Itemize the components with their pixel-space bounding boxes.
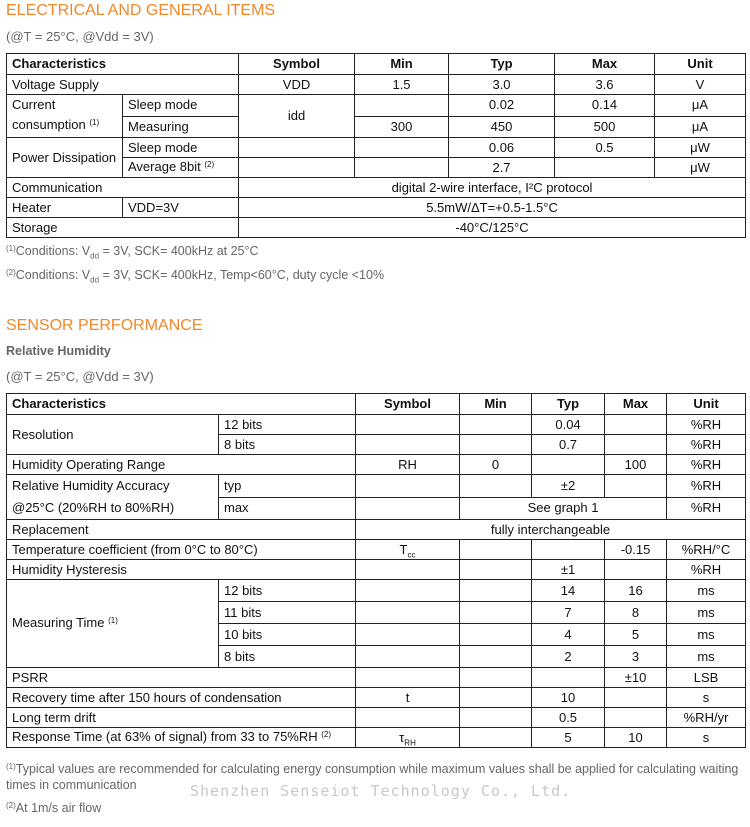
footnote-post: = 3V, SCK= 400kHz, Temp<60°C, duty cycle <10%: [99, 268, 385, 282]
accuracy-label-line2: @25°C (20%RH to 80%RH): [12, 500, 175, 515]
measuring-typ: 14: [532, 580, 605, 602]
current-note: (1): [89, 118, 100, 127]
temp-coeff-label: Temperature coefficient (from 0°C to 80°C): [7, 540, 356, 560]
measuring-max: 8: [605, 602, 667, 624]
drift-label: Long term drift: [7, 708, 356, 728]
header-typ: Typ: [532, 394, 605, 415]
table-row: [7, 688, 746, 708]
power-average-text: Average 8bit: [128, 158, 201, 174]
symbol-main: T: [399, 541, 408, 557]
empty-cell: [605, 435, 667, 455]
header-max: Max: [605, 394, 667, 415]
current-sleep-typ: 0.02: [449, 95, 555, 117]
section2-conditions: (@T = 25°C, @Vdd = 3V): [6, 369, 154, 384]
header-unit: Unit: [655, 54, 746, 75]
voltage-typ: 3.0: [449, 75, 555, 95]
measuring-max: 3: [605, 646, 667, 668]
table-row: [7, 218, 746, 238]
empty-cell: [460, 624, 532, 646]
power-sleep-label: Sleep mode: [123, 138, 239, 158]
psrr-max: ±10: [605, 668, 667, 688]
header-symbol: Symbol: [356, 394, 460, 415]
drift-unit: %RH/yr: [667, 708, 746, 728]
measuring-max: 16: [605, 580, 667, 602]
psrr-label: PSRR: [7, 668, 356, 688]
hysteresis-typ: ±1: [532, 560, 605, 580]
empty-cell: [460, 646, 532, 668]
measuring-time-text: Measuring Time: [12, 614, 105, 630]
temp-coeff-symbol: [356, 540, 460, 560]
table-row: [7, 455, 746, 475]
temp-coeff-max: -0.15: [605, 540, 667, 560]
electrical-table: [6, 53, 746, 238]
footnote-mark: (1): [6, 762, 16, 771]
header-symbol: Symbol: [239, 54, 355, 75]
empty-cell: [605, 708, 667, 728]
voltage-label: Voltage Supply: [7, 75, 239, 95]
footnote-mark: (2): [6, 268, 16, 277]
empty-cell: [356, 708, 460, 728]
empty-cell: [356, 497, 460, 520]
resolution-sub: 12 bits: [219, 415, 356, 435]
resolution-typ: 0.7: [532, 435, 605, 455]
power-sleep-typ: 0.06: [449, 138, 555, 158]
accuracy-label-line1: Relative Humidity Accuracy: [12, 478, 170, 493]
table-row: [7, 475, 746, 498]
section1-footnote-2: [6, 268, 384, 284]
symbol-sub: cc: [407, 550, 416, 560]
heater-value: 5.5mW/ΔT=+0.5-1.5°C: [239, 198, 746, 218]
table-row: [7, 560, 746, 580]
current-label-line1: Current: [12, 97, 56, 112]
measuring-typ: 7: [532, 602, 605, 624]
recovery-typ: 10: [532, 688, 605, 708]
table-row: [7, 668, 746, 688]
current-measuring-typ: 450: [449, 116, 555, 138]
empty-cell: [356, 415, 460, 435]
accuracy-typ: ±2: [532, 475, 605, 498]
empty-cell: [460, 668, 532, 688]
footnote-sub: dd: [90, 251, 100, 261]
power-sleep-max: 0.5: [555, 138, 655, 158]
measuring-unit: ms: [667, 580, 746, 602]
power-average-note: (2): [204, 159, 215, 169]
table-row: [7, 708, 746, 728]
psrr-unit: LSB: [667, 668, 746, 688]
power-average-min: [355, 158, 449, 178]
footnote-sub: dd: [90, 275, 100, 285]
table-row: [7, 198, 746, 218]
header-unit: Unit: [667, 394, 746, 415]
empty-cell: [532, 668, 605, 688]
response-note: (2): [321, 729, 332, 739]
storage-value: -40°C/125°C: [239, 218, 746, 238]
section2-subtitle: Relative Humidity: [6, 344, 111, 358]
power-average-label: [123, 158, 239, 178]
symbol-main: τ: [399, 729, 405, 745]
empty-cell: [605, 688, 667, 708]
header-characteristics: Characteristics: [7, 394, 356, 415]
resolution-typ: 0.04: [532, 415, 605, 435]
empty-cell: [460, 435, 532, 455]
empty-cell: [460, 560, 532, 580]
table-row: [7, 415, 746, 435]
power-average-max: [555, 158, 655, 178]
table-row: [7, 178, 746, 198]
resolution-sub: 8 bits: [219, 435, 356, 455]
header-min: Min: [355, 54, 449, 75]
communication-label: Communication: [7, 178, 239, 198]
empty-cell: [460, 540, 532, 560]
power-sleep-symbol: [239, 138, 355, 158]
heater-label: Heater: [7, 198, 123, 218]
storage-label: Storage: [7, 218, 239, 238]
response-max: 10: [605, 728, 667, 748]
empty-cell: [356, 580, 460, 602]
table-row: [7, 540, 746, 560]
empty-cell: [605, 560, 667, 580]
empty-cell: [460, 602, 532, 624]
power-sleep-unit: μW: [655, 138, 746, 158]
symbol-sub: RH: [404, 738, 416, 748]
current-measuring-min: 300: [355, 116, 449, 138]
measuring-time-label: [7, 580, 219, 668]
recovery-unit: s: [667, 688, 746, 708]
empty-cell: [460, 728, 532, 748]
measuring-unit: ms: [667, 646, 746, 668]
accuracy-typ-sub: typ: [219, 475, 356, 498]
measuring-sub: 11 bits: [219, 602, 356, 624]
empty-cell: [460, 475, 532, 498]
current-label-text: consumption: [12, 117, 86, 132]
operating-range-label: Humidity Operating Range: [7, 455, 356, 475]
measuring-sub: 8 bits: [219, 646, 356, 668]
measuring-typ: 2: [532, 646, 605, 668]
table-row: [7, 728, 746, 748]
measuring-sub: 10 bits: [219, 624, 356, 646]
current-sleep-unit: μA: [655, 95, 746, 117]
footnote-pre: Conditions: V: [15, 244, 91, 258]
footnote-pre: Conditions: V: [15, 268, 91, 282]
watermark: Shenzhen Senseiot Technology Co., Ltd.: [190, 782, 572, 800]
accuracy-max-value: See graph 1: [460, 497, 667, 520]
measuring-sub: 12 bits: [219, 580, 356, 602]
drift-typ: 0.5: [532, 708, 605, 728]
empty-cell: [605, 415, 667, 435]
empty-cell: [532, 540, 605, 560]
voltage-min: 1.5: [355, 75, 449, 95]
table-header-row: [7, 54, 746, 75]
footnote-mark: (1): [6, 244, 16, 253]
response-unit: s: [667, 728, 746, 748]
replacement-value: fully interchangeable: [356, 520, 746, 540]
accuracy-typ-unit: %RH: [667, 475, 746, 498]
footnote-text: At 1m/s air flow: [15, 801, 102, 815]
accuracy-max-unit: %RH: [667, 497, 746, 520]
table-row: [7, 138, 746, 158]
current-sleep-label: Sleep mode: [123, 95, 239, 117]
empty-cell: [460, 708, 532, 728]
section2-footnote-2: [6, 801, 101, 817]
current-sleep-min: [355, 95, 449, 117]
header-min: Min: [460, 394, 532, 415]
measuring-time-note: (1): [108, 615, 118, 625]
power-average-symbol: [239, 158, 355, 178]
resolution-unit: %RH: [667, 415, 746, 435]
operating-range-symbol: RH: [356, 455, 460, 475]
power-label: Power Dissipation: [7, 138, 123, 178]
voltage-max: 3.6: [555, 75, 655, 95]
response-text: Response Time (at 63% of signal) from 33 to 75%RH: [12, 728, 318, 744]
measuring-max: 5: [605, 624, 667, 646]
measuring-unit: ms: [667, 624, 746, 646]
current-label: [7, 95, 123, 138]
empty-cell: [460, 580, 532, 602]
table-row: [7, 520, 746, 540]
recovery-label: Recovery time after 150 hours of condensation: [7, 688, 356, 708]
table-row: [7, 75, 746, 95]
empty-cell: [532, 455, 605, 475]
hysteresis-unit: %RH: [667, 560, 746, 580]
resolution-unit: %RH: [667, 435, 746, 455]
operating-range-max: 100: [605, 455, 667, 475]
humidity-table: [6, 393, 746, 748]
power-average-typ: 2.7: [449, 158, 555, 178]
table-row: [7, 580, 746, 602]
section1-footnote-1: [6, 244, 259, 260]
empty-cell: [356, 624, 460, 646]
table-row: [7, 95, 746, 117]
current-symbol: idd: [239, 95, 355, 138]
response-symbol: [356, 728, 460, 748]
empty-cell: [356, 668, 460, 688]
empty-cell: [605, 475, 667, 498]
empty-cell: [460, 415, 532, 435]
table-header-row: [7, 394, 746, 415]
resolution-label: Resolution: [7, 415, 219, 455]
voltage-symbol: VDD: [239, 75, 355, 95]
current-sleep-max: 0.14: [555, 95, 655, 117]
response-typ: 5: [532, 728, 605, 748]
empty-cell: [356, 560, 460, 580]
header-max: Max: [555, 54, 655, 75]
voltage-unit: V: [655, 75, 746, 95]
recovery-symbol: t: [356, 688, 460, 708]
footnote-post: = 3V, SCK= 400kHz at 25°C: [99, 244, 259, 258]
current-measuring-label: Measuring: [123, 116, 239, 138]
measuring-typ: 4: [532, 624, 605, 646]
section1-title: ELECTRICAL AND GENERAL ITEMS: [6, 2, 276, 19]
current-label-line2: [12, 115, 117, 137]
empty-cell: [356, 602, 460, 624]
replacement-label: Replacement: [7, 520, 356, 540]
accuracy-max-sub: max: [219, 497, 356, 520]
footnote-text: Typical values are recommended for calculating energy consumption while maximum values shall be applied for calculating waiting times in communication: [6, 762, 739, 792]
power-average-unit: μW: [655, 158, 746, 178]
header-characteristics: Characteristics: [7, 54, 239, 75]
heater-sub: VDD=3V: [123, 198, 239, 218]
hysteresis-label: Humidity Hysteresis: [7, 560, 356, 580]
power-sleep-min: [355, 138, 449, 158]
temp-coeff-unit: %RH/°C: [667, 540, 746, 560]
current-measuring-unit: μA: [655, 116, 746, 138]
header-typ: Typ: [449, 54, 555, 75]
operating-range-unit: %RH: [667, 455, 746, 475]
section1-conditions: (@T = 25°C, @Vdd = 3V): [6, 29, 154, 44]
communication-value: digital 2-wire interface, I²C protocol: [239, 178, 746, 198]
section2-title: SENSOR PERFORMANCE: [6, 317, 203, 334]
empty-cell: [356, 435, 460, 455]
current-measuring-max: 500: [555, 116, 655, 138]
empty-cell: [356, 646, 460, 668]
operating-range-min: 0: [460, 455, 532, 475]
footnote-mark: (2): [6, 801, 16, 810]
empty-cell: [460, 688, 532, 708]
accuracy-label: [7, 475, 219, 520]
measuring-unit: ms: [667, 602, 746, 624]
response-label: [7, 728, 356, 748]
empty-cell: [356, 475, 460, 498]
